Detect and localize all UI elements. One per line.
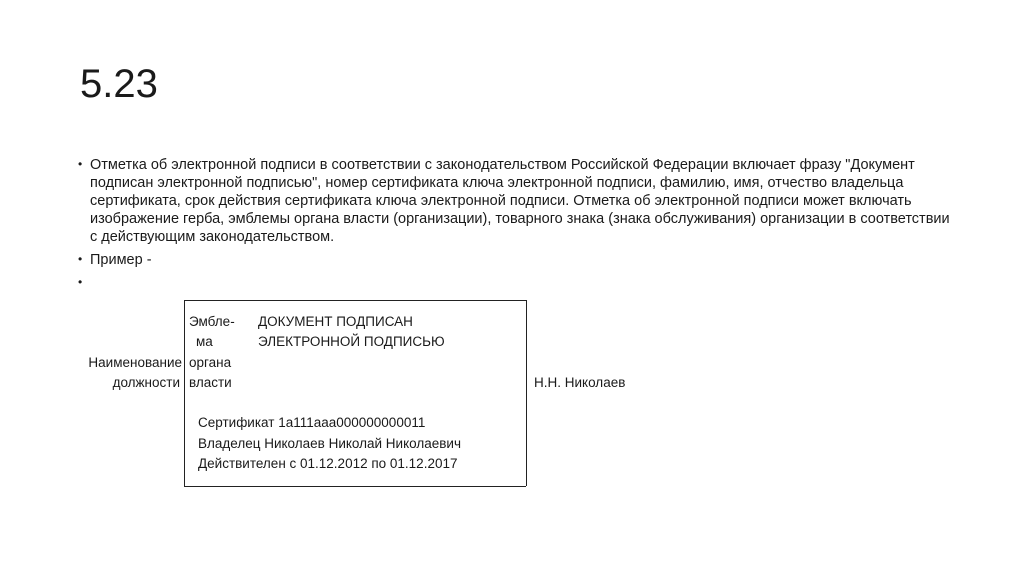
- bullet-list: [78, 156, 958, 289]
- stamp-right-border: [526, 300, 527, 486]
- certificate-validity: Действителен с 01.12.2012 по 01.12.2017: [198, 456, 458, 471]
- signer-name: Н.Н. Николаев: [534, 375, 626, 390]
- bullet-text: Отметка об электронной подписи в соответствии с законодательством Российской Федерации включает фразу "Документ подписан электронной подписью", номер сертификата ключа электронной подписи, фамилию, имя, отчество владельца сертификата, срок действия сертификата ключа электронной подписи. Отметка об электронной подписи может включать изображение герба, эмблемы органа власти (организации), товарного знака (знака обслуживания) организации в соответствии с действующим законодательством.: [90, 157, 950, 245]
- stamp-heading: ЭЛЕКТРОННОЙ ПОДПИСЬЮ: [258, 334, 445, 349]
- bullet-item: [78, 156, 958, 246]
- position-label: Наименование: [88, 355, 182, 370]
- bullet-item: [78, 251, 958, 269]
- emblem-label: ма: [196, 334, 213, 349]
- position-label: должности: [112, 375, 180, 390]
- stamp-top-border: [184, 300, 526, 301]
- bullet-dot-icon: •: [78, 275, 83, 289]
- stamp-bottom-border: [184, 486, 526, 487]
- bullet-text: Пример -: [90, 252, 152, 268]
- stamp-left-border: [184, 300, 185, 486]
- stamp-heading: ДОКУМЕНТ ПОДПИСАН: [258, 314, 413, 329]
- emblem-label: органа: [189, 355, 232, 370]
- signature-stamp-example: [0, 296, 1024, 496]
- certificate-owner: Владелец Николаев Николай Николаевич: [198, 436, 462, 451]
- bullet-dot-icon: •: [78, 252, 83, 266]
- certificate-number: Сертификат 1a111aaa000000000011: [198, 415, 426, 430]
- emblem-label: власти: [189, 375, 232, 390]
- bullet-dot-icon: •: [78, 157, 83, 171]
- slide-title: 5.23: [80, 62, 158, 106]
- emblem-label: Эмбле-: [189, 314, 235, 329]
